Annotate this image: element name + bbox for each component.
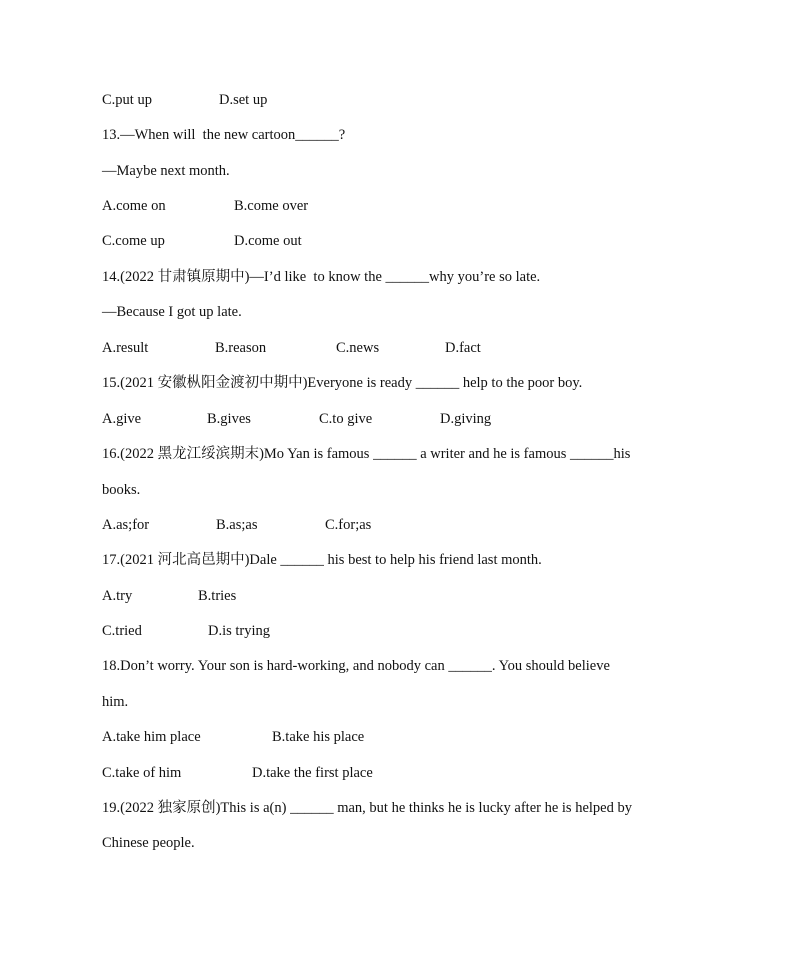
- option-d: D.take the first place: [252, 765, 373, 781]
- question-18-stem: 18.Don’t worry. Your son is hard-working, and nobody can ______. You should believe: [102, 658, 610, 674]
- question-15-stem: 15.(2021 安徽枞阳金渡初中期中)Everyone is ready ______ help to the poor boy.: [102, 375, 583, 391]
- question-14-reply: —Because I got up late.: [102, 304, 242, 320]
- option-c: C.come up: [102, 233, 165, 249]
- option-c: C.to give: [319, 411, 373, 427]
- question-13-stem: 13.—When will the new cartoon______?: [102, 127, 346, 143]
- option-c: C.take of him: [102, 765, 182, 781]
- option-d: D.fact: [445, 340, 481, 356]
- question-16-stem: 16.(2022 黑龙江绥滨期末)Mo Yan is famous ______ a writer and he is famous ______his: [102, 446, 631, 462]
- option-b: B.reason: [215, 340, 267, 356]
- question-19-stem: 19.(2022 独家原创)This is a(n) ______ man, but he thinks he is lucky after he is helped by: [102, 800, 632, 816]
- option-a: A.give: [102, 411, 142, 427]
- option-d: D.set up: [219, 92, 268, 108]
- option-c: C.news: [336, 340, 380, 356]
- option-d: D.is trying: [208, 623, 271, 639]
- option-c: C.for;as: [325, 517, 372, 533]
- option-a: A.take him place: [102, 729, 201, 745]
- question-16-stem-continued: books.: [102, 482, 141, 498]
- question-14-stem: 14.(2022 甘肃镇原期中)—I’d like to know the ______why you’re so late.: [102, 269, 541, 285]
- question-19-stem-continued: Chinese people.: [102, 835, 195, 851]
- option-b: B.gives: [207, 411, 251, 427]
- option-a: A.as;for: [102, 517, 150, 533]
- option-b: B.come over: [234, 198, 309, 214]
- option-a: A.result: [102, 340, 149, 356]
- option-b: B.tries: [198, 588, 237, 604]
- option-d: D.giving: [440, 411, 492, 427]
- option-d: D.come out: [234, 233, 302, 249]
- option-b: B.as;as: [216, 517, 258, 533]
- question-18-stem-continued: him.: [102, 694, 129, 710]
- question-17-stem: 17.(2021 河北高邑期中)Dale ______ his best to help his friend last month.: [102, 552, 542, 568]
- option-a: A.come on: [102, 198, 166, 214]
- option-a: A.try: [102, 588, 133, 604]
- option-b: B.take his place: [272, 729, 365, 745]
- option-c: C.tried: [102, 623, 142, 639]
- question-13-reply: —Maybe next month.: [102, 163, 230, 179]
- option-c: C.put up: [102, 92, 152, 108]
